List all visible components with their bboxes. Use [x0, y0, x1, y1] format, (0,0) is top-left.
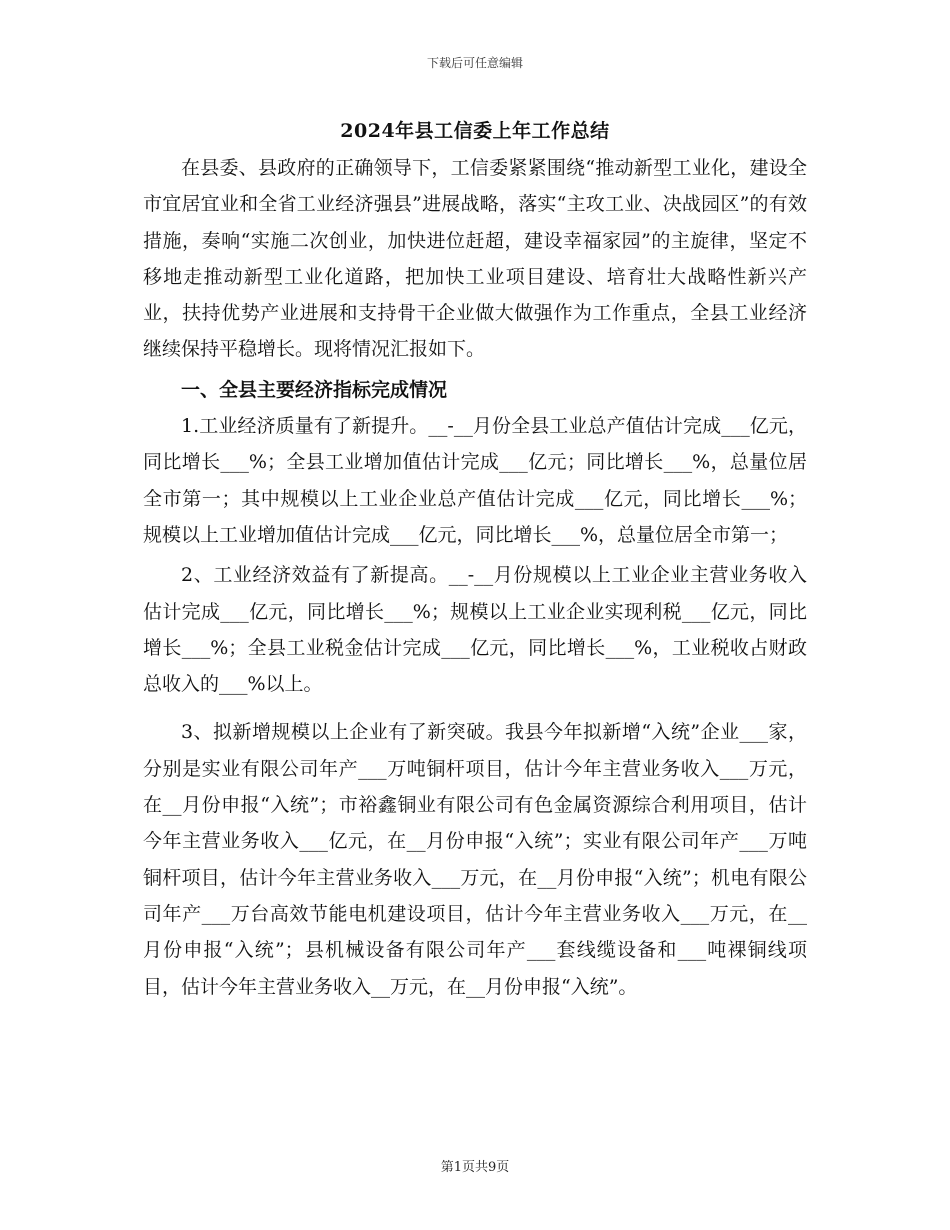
- intro-paragraph: 在县委、县政府的正确领导下，工信委紧紧围绕“推动新型工业化，建设全市宜居宜业和全省工业经济强县”进展战略，落实“主攻工业、决战园区”的有效措施，奏响“实施二次创业，加快进位赶超，建设幸福家园”的主旋律，坚定不移地走推动新型工业化道路，把加快工业项目建设、培育壮大战略性新兴产业，扶持优势产业进展和支持骨干企业做大做强作为工作重点，全县工业经济继续保持平稳增长。现将情况汇报如下。: [143, 157, 807, 361]
- document-title: 2024年县工信委上年工作总结: [340, 120, 610, 142]
- item-paragraph-2: 2、工业经济效益有了新提高。__-__月份规模以上工业企业主营业务收入估计完成___亿元，同比增长___%；规模以上工业企业实现利税___亿元，同比增长___%；全县工业税金估计完成___亿元，同比增长___%，工业税收占财政总收入的___%以上。: [143, 564, 807, 696]
- section-heading: 一、全县主要经济指标完成情况: [181, 378, 448, 401]
- item-paragraph-3: 3、拟新增规模以上企业有了新突破。我县今年拟新增“入统”企业___家，分别是实业有限公司年产___万吨铜杆项目，估计今年主营业务收入___万元，在__月份申报“入统”；市裕鑫铜业有限公司有色金属资源综合利用项目，估计今年主营业务收入___亿元，在__月份申报“入统”；实业有限公司年产___万吨铜杆项目，估计今年主营业务收入___万元，在__月份申报“入统”；机电有限公司年产___万台高效节能电机建设项目，估计今年主营业务收入___万元，在__月份申报“入统”；县机械设备有限公司年产___套线缆设备和___吨裸铜线项目，估计今年主营业务收入__万元，在__月份申报“入统”。: [143, 721, 807, 998]
- page-number: 第1页共9页: [440, 1160, 510, 1175]
- page-header-note: 下载后可任意编辑: [426, 56, 523, 70]
- item-paragraph-1: 1.工业经济质量有了新提升。__-__月份全县工业总产值估计完成___亿元，同比增长___%；全县工业增加值估计完成___亿元；同比增长___%，总量位居全市第一；其中规模以上工业企业总产值估计完成___亿元，同比增长___%；规模以上工业增加值估计完成___亿元，同比增长___%，总量位居全市第一；: [143, 415, 807, 546]
- document-body: [143, 150, 807, 1005]
